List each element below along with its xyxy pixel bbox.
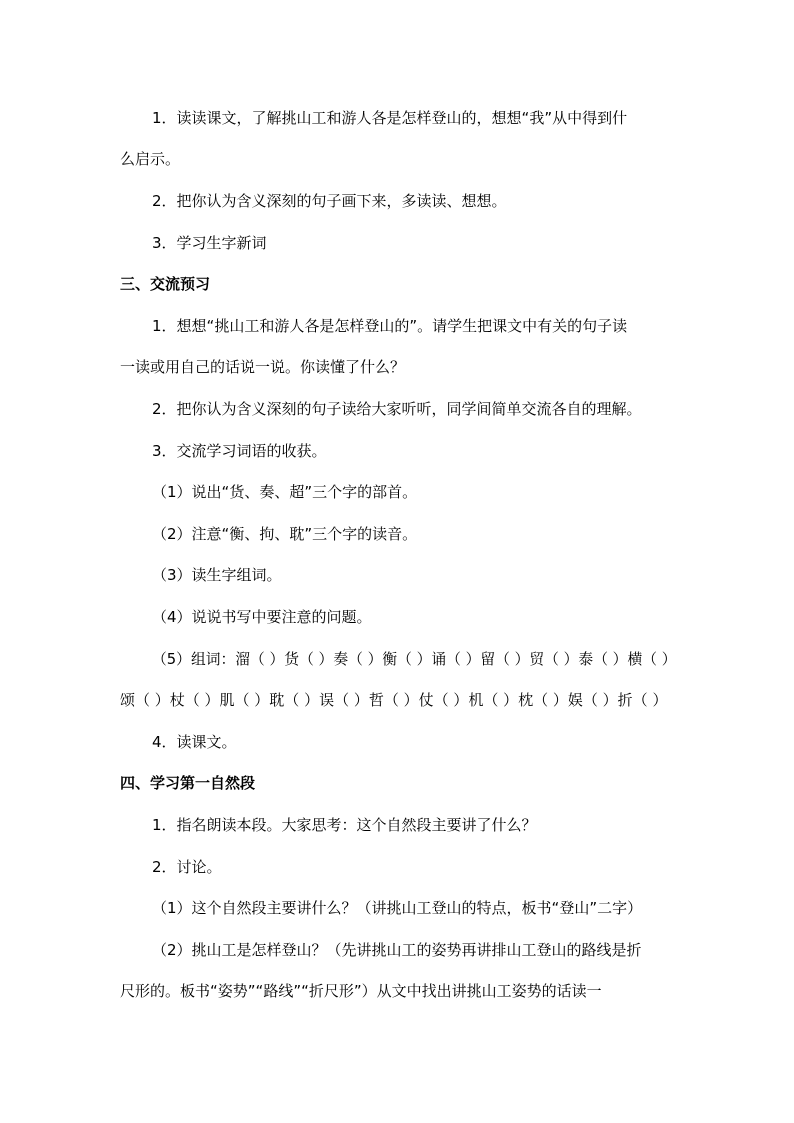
paragraph-1-line-1: 1．读读课文，了解挑山工和游人各是怎样登山的，想想“我”从中得到什 [152,109,628,127]
paragraph-2: 2．把你认为含义深刻的句子画下来，多读读、想想。 [152,192,507,210]
sub-item-5-line-2: 颂（ ）杖（ ）肌（ ）耽（ ）误（ ）哲（ ）仗（ ）机（ ）枕（ ）娱（ ）折（ ） [120,691,668,709]
sub-item-6: （1）这个自然段主要讲什么？（讲挑山工登山的特点，板书“登山”二字） [152,899,643,917]
paragraph-6: 3．交流学习词语的收获。 [152,442,327,460]
section-heading-4: 四、学习第一自然段 [120,774,256,792]
paragraph-8: 1．指名朗读本段。大家思考：这个自然段主要讲了什么？ [152,816,537,834]
sub-item-4: （4）说说书写中要注意的问题。 [152,608,372,626]
sub-item-1: （1）说出“货、奏、超”三个字的部首。 [152,483,418,501]
paragraph-9: 2．讨论。 [152,858,222,876]
paragraph-4-line-2: 一读或用自己的话说一说。你读懂了什么？ [120,358,406,376]
sub-item-7-line-2: 尺形的。板书“姿势”“路线”“折尺形”）从文中找出讲挑山工姿势的话读一 [120,982,602,1000]
sub-item-5-line-1: （5）组词：溜（ ）货（ ）奏（ ）衡（ ）诵（ ）留（ ）贸（ ）泰（ ）横（ ） [152,650,677,668]
sub-item-2: （2）注意“衡、拘、耽”三个字的读音。 [152,525,418,543]
paragraph-7: 4．读课文。 [152,733,237,751]
sub-item-7-line-1: （2）挑山工是怎样登山？（先讲挑山工的姿势再讲排山工登山的路线是折 [152,941,642,959]
paragraph-1-line-2: 么启示。 [120,150,181,168]
paragraph-5: 2．把你认为含义深刻的句子读给大家听听，同学间简单交流各自的理解。 [152,400,642,418]
sub-item-3: （3）读生字组词。 [152,566,282,584]
section-heading-3: 三、交流预习 [120,275,211,293]
paragraph-4-line-1: 1．想想“挑山工和游人各是怎样登山的”。请学生把课文中有关的句子读 [152,317,628,335]
paragraph-3: 3．学习生字新词 [152,234,267,252]
